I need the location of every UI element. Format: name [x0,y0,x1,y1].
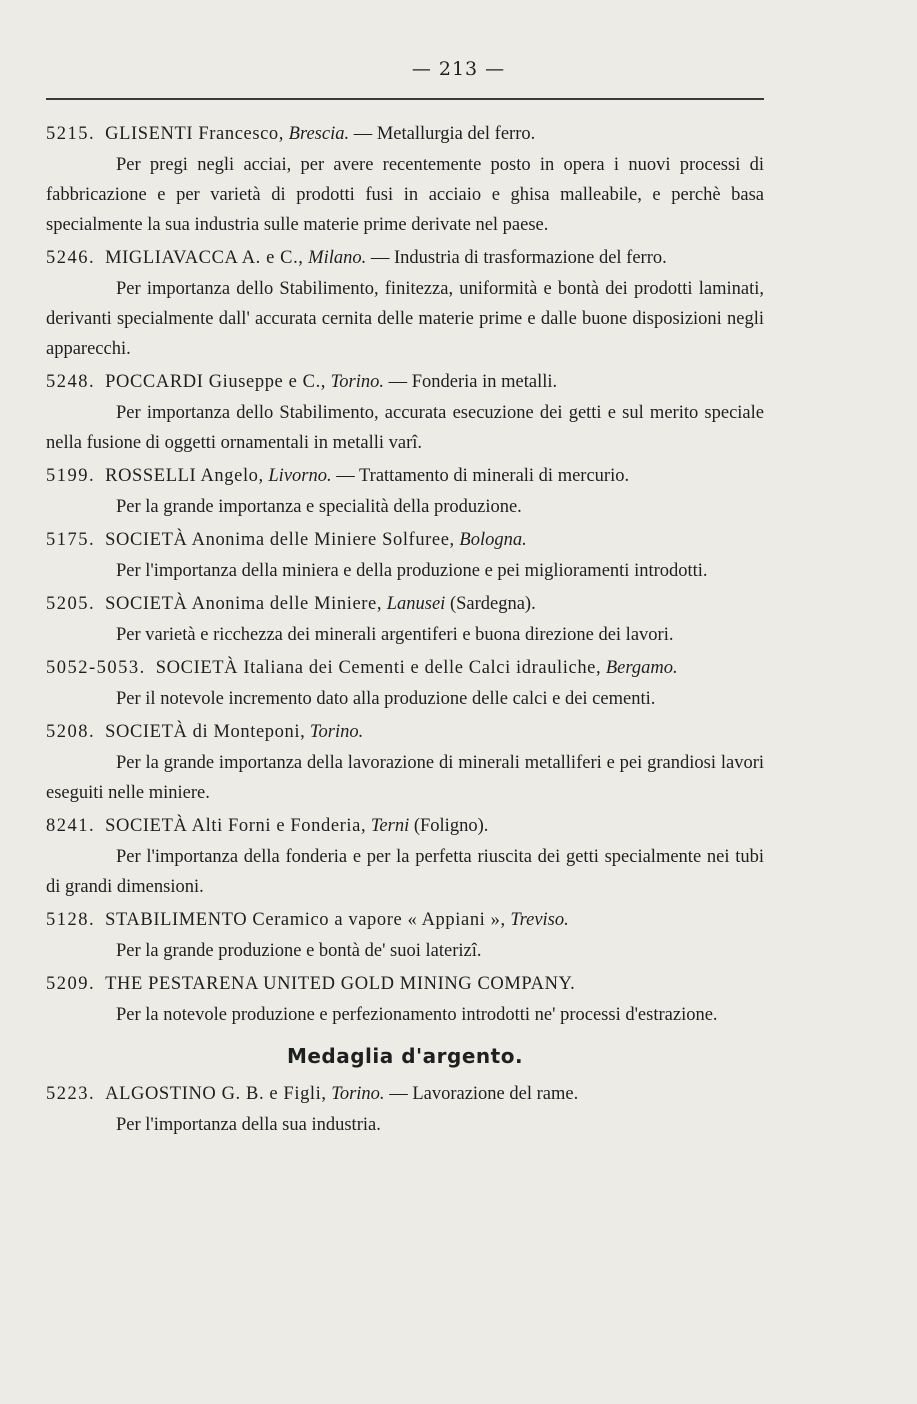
entry-number: 5175. [46,530,96,550]
award-entry [46,460,764,522]
entry-motivation [46,684,764,714]
entry-heading [46,1078,764,1110]
entry-motivation-text: Per pregi negli acciai, per avere recentemente posto in opera i nuovi processi di fabbricazione e per varietà di prodotti fusi in acciaio e ghisa malleabile, e perchè basa specialmente la sua industria sulle materie prime derivate nel paese. [46,155,764,235]
entry-heading [46,366,764,398]
entry-place: Lanusei [386,594,446,614]
entry-number: 8241. [46,816,96,836]
entry-motivation [46,936,764,966]
entry-motivation-text: Per importanza dello Stabilimento, finitezza, uniformità e bontà dei prodotti laminati, derivanti specialmente dall' accurata cernita delle materie prime e dalle buone disposizioni negli apparecchi. [46,279,764,359]
document-body [46,118,764,1142]
entry-heading [46,118,764,150]
entry-motivation-text: Per la grande produzione e bontà de' suoi laterizî. [116,941,482,961]
entry-motivation-text: Per varietà e ricchezza dei minerali argentiferi e buona direzione dei lavori. [116,625,674,645]
entry-number: 5199. [46,466,96,486]
entry-activity: — Lavorazione del rame. [384,1084,579,1104]
entry-place: Torino. [309,722,364,742]
entry-number: 5205. [46,594,96,614]
entry-firm-name: GLISENTI Francesco, [105,124,285,144]
entry-firm-name: ALGOSTINO G. B. e Figli, [105,1084,327,1104]
entry-place: Torino. [331,1084,385,1104]
entry-firm-name: SOCIETÀ Anonima delle Miniere, [105,594,383,614]
entry-motivation [46,150,764,240]
entry-heading [46,904,764,936]
award-entry [46,810,764,902]
entry-place: Terni [370,816,410,836]
entry-motivation [46,1110,764,1140]
entry-motivation [46,1000,764,1030]
entry-number: 5246. [46,248,96,268]
entry-place: Bergamo. [605,658,678,678]
entry-motivation [46,748,764,808]
entry-firm-name: SOCIETÀ Alti Forni e Fonderia, [105,816,367,836]
entry-heading [46,524,764,556]
entry-motivation-text: Per la grande importanza e specialità della produzione. [116,497,522,517]
entry-motivation [46,398,764,458]
entry-heading [46,460,764,492]
award-entry [46,652,764,714]
entry-place: Brescia. [288,124,350,144]
award-entry [46,1078,764,1140]
entry-number: 5223. [46,1084,96,1104]
entry-firm-name: STABILIMENTO Ceramico a vapore « Appiani », [105,910,506,930]
entry-place: Treviso. [510,910,569,930]
entry-activity: — Metallurgia del ferro. [349,124,536,144]
entry-activity: — Industria di trasformazione del ferro. [366,248,667,268]
entry-motivation [46,274,764,364]
award-entry [46,968,764,1030]
entry-number: 5208. [46,722,96,742]
entry-number: 5052-5053. [46,658,146,678]
entry-motivation-text: Per l'importanza della miniera e della produzione e pei miglioramenti introdotti. [116,561,708,581]
entry-motivation [46,842,764,902]
silver-entries-list [46,1078,764,1140]
award-entry [46,904,764,966]
entry-activity: (Sardegna). [445,594,536,614]
entry-activity: (Foligno). [409,816,489,836]
entry-firm-name: SOCIETÀ Anonima delle Miniere Solfuree, [105,530,455,550]
entry-motivation-text: Per l'importanza della sua industria. [116,1115,381,1135]
entry-motivation-text: Per l'importanza della fonderia e per la perfetta riuscita dei getti specialmente nei tubi di grandi dimensioni. [46,847,764,897]
entry-number: 5209. [46,974,96,994]
entry-firm-name: THE PESTARENA UNITED GOLD MINING COMPANY. [105,974,576,994]
award-entry [46,242,764,364]
entry-heading [46,810,764,842]
entry-firm-name: MIGLIAVACCA A. e C., [105,248,304,268]
entry-motivation [46,620,764,650]
award-entry [46,716,764,808]
header-rule [46,98,764,100]
award-entry [46,118,764,240]
entry-motivation-text: Per la grande importanza della lavorazione di minerali metalliferi e pei grandiosi lavori eseguiti nelle miniere. [46,753,764,803]
entry-motivation [46,492,764,522]
entry-firm-name: POCCARDI Giuseppe e C., [105,372,327,392]
entry-place: Milano. [308,248,367,268]
entry-place: Bologna. [459,530,527,550]
entry-motivation [46,556,764,586]
entry-activity: — Trattamento di minerali di mercurio. [331,466,630,486]
entry-firm-name: SOCIETÀ Italiana dei Cementi e delle Calci idrauliche, [155,658,602,678]
entry-motivation-text: Per la notevole produzione e perfezionamento introdotti ne' processi d'estrazione. [116,1005,718,1025]
entry-number: 5128. [46,910,96,930]
page-number: — 213 — [411,58,506,80]
entry-number: 5215. [46,124,96,144]
entry-motivation-text: Per importanza dello Stabilimento, accurata esecuzione dei getti e sul merito speciale nella fusione di oggetti ornamentali in metalli varî. [46,403,764,453]
entry-motivation-text: Per il notevole incremento dato alla produzione delle calci e dei cementi. [116,689,656,709]
entry-firm-name: ROSSELLI Angelo, [105,466,264,486]
entry-place: Livorno. [268,466,332,486]
award-entry [46,524,764,586]
award-entry [46,366,764,458]
gold-entries-list [46,118,764,1030]
entry-firm-name: SOCIETÀ di Monteponi, [105,722,306,742]
entry-heading [46,968,764,1000]
award-entry [46,588,764,650]
entry-activity: — Fonderia in metalli. [383,372,558,392]
entry-place: Torino. [330,372,384,392]
entry-heading [46,716,764,748]
entry-heading [46,652,764,684]
entry-number: 5248. [46,372,96,392]
entry-heading [46,588,764,620]
medal-section-title: Medaglia d'argento. [286,1044,524,1068]
entry-heading [46,242,764,274]
